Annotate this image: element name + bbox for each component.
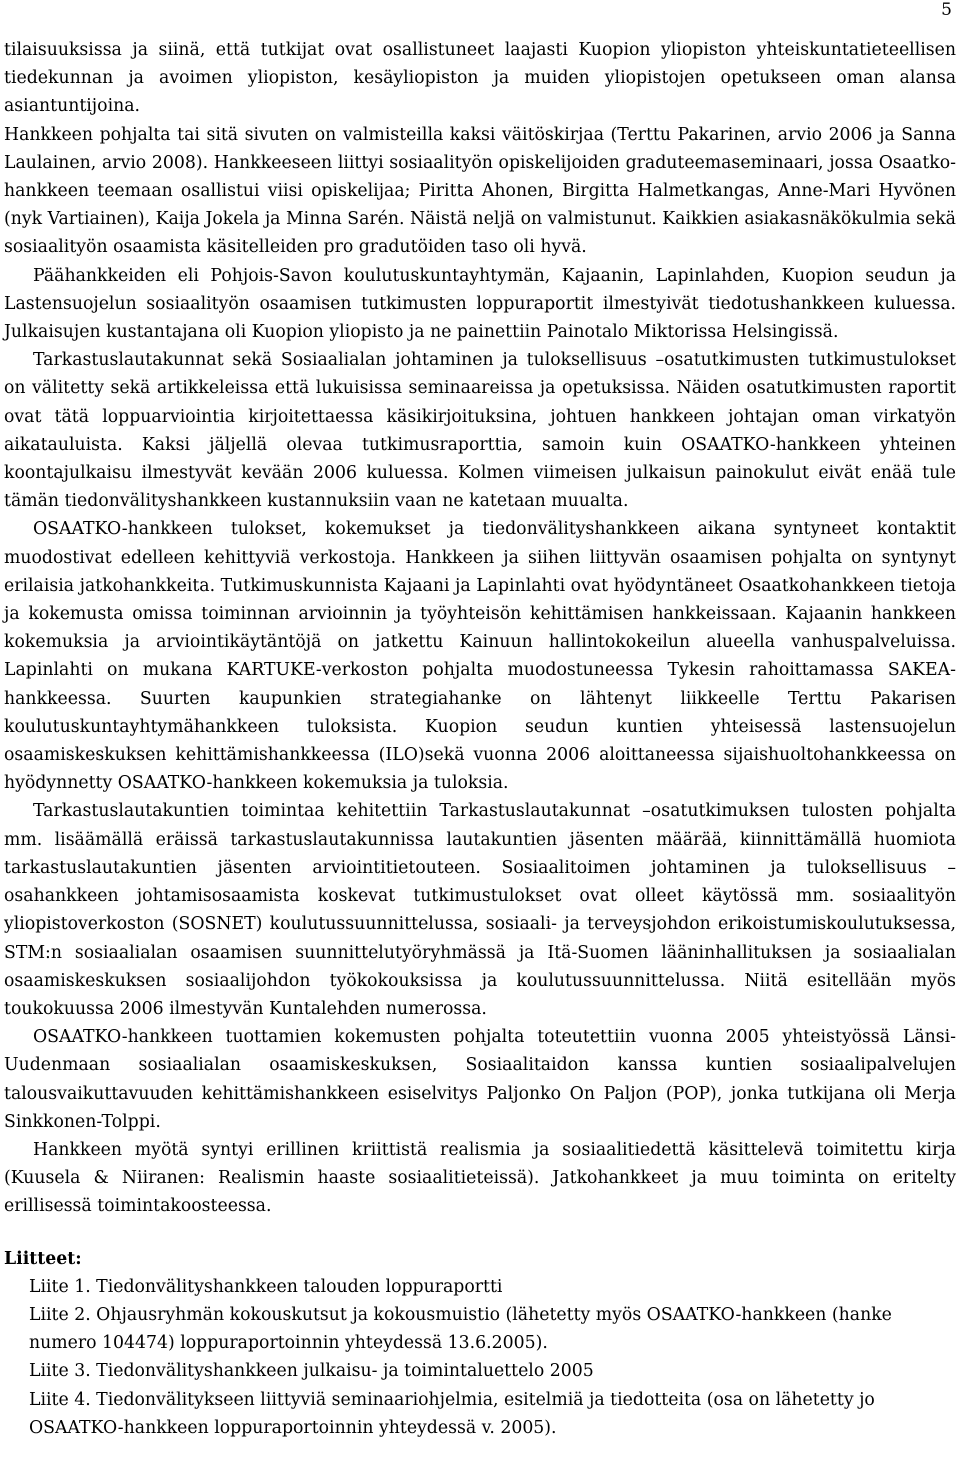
paragraph-4: Tarkastuslautakunnat sekä Sosiaalialan johtaminen ja tuloksellisuus –osatutkimusten tutkimustulokset on välitetty sekä artikkeleissa että lukuisissa seminaareissa ja opetuksissa. Näiden osatutkimusten raportit ovat tätä loppuarviointia kirjoitettaessa käsikirjoituksina, johtuen hankkeen johtajan oman virkatyön aikatauluista. Kaksi jäljellä olevaa tutkimusraporttia, samoin kuin OSAATKO-hankkeen yhteinen koontajulkaisu ilmestyvät kevään 2006 kuluessa. Kolmen viimeisen julkaisun painokulut eivät enää tule tämän tiedonvälityshankkeen kustannuksiin vaan ne katetaan muualta. [4, 350, 956, 512]
page-number: 5 [941, 0, 952, 20]
paragraph-1: tilaisuuksissa ja siinä, että tutkijat ovat osallistuneet laajasti Kuopion yliopiston yhteiskuntatieteellisen tiedekunnan ja avoimen yliopiston, kesäyliopiston ja muiden yliopistojen opetukseen oman alansa asiantuntijoina. [4, 40, 956, 117]
appendix-item: Liite 4. Tiedonvälitykseen liittyviä seminaariohjelmia, esitelmiä ja tiedotteita (osa on lähetetty jo OSAATKO-hankkeen loppuraportoinnin yhteydessä v. 2005). [29, 1389, 875, 1438]
appendix-item: Liite 1. Tiedonvälityshankkeen talouden loppuraportti [29, 1276, 503, 1297]
appendix-list [4, 1273, 956, 1442]
paragraph-7: OSAATKO-hankkeen tuottamien kokemusten pohjalta toteutettiin vuonna 2005 yhteistyössä Länsi-Uudenmaan sosiaalialan osaamiskeskuksen, Sosiaalitaidon kanssa kuntien sosiaalipalvelujen talousvaikuttavuuden kehittämishankkeen esiselvitys Paljonko On Paljon (POP), jonka tutkijana oli Merja Sinkkonen-Tolppi. [4, 1027, 956, 1132]
document-body [4, 36, 956, 1442]
paragraph-2: Hankkeen pohjalta tai sitä sivuten on valmisteilla kaksi väitöskirjaa (Terttu Pakarinen, arvio 2006 ja Sanna Laulainen, arvio 2008). Hankkeeseen liittyi sosiaalityön opiskelijoiden graduteemaseminaari, jossa Osaatko-hankkeen teemaan osallistui viisi opiskelijaa; Piritta Ahonen, Birgitta Halmetkangas, Anne-Mari Hyvönen (nyk Vartiainen), Kaija Jokela ja Minna Sarén. Näistä neljä on valmistunut. Kaikkien asiakasnäkökulmia sekä sosiaalityön osaamista käsitelleiden pro gradutöiden taso oli hyvä. [4, 124, 956, 258]
paragraph-3: Päähankkeiden eli Pohjois-Savon koulutuskuntayhtymän, Kajaanin, Lapinlahden, Kuopion seudun ja Lastensuojelun sosiaalityön osaamisen tutkimusten loppuraportit ilmestyivät tiedotushankkeen kuluessa. Julkaisujen kustantajana oli Kuopion yliopisto ja ne painettiin Painotalo Miktorissa Helsingissä. [4, 265, 956, 343]
paragraph-8: Hankkeen myötä syntyi erillinen kriittistä realismia ja sosiaalitiedettä käsittelevä toimitettu kirja (Kuusela & Niiranen: Realismin haaste sosiaalitieteissä). Jatkohankkeet ja muu toiminta on eritelty erillisessä toimintakoosteessa. [4, 1139, 956, 1217]
paragraph-5: OSAATKO-hankkeen tulokset, kokemukset ja tiedonvälityshankkeen aikana syntyneet kontaktit muodostivat edelleen kehittyviä verkostoja. Hankkeen ja siihen liittyvän osaamisen pohjalta on syntynyt erilaisia jatkohankkeita. Tutkimuskunnista Kajaani ja Lapinlahti ovat hyödyntäneet Osaatkohankkeen tietoja ja kokemusta omissa toiminnan arvioinnin ja työyhteisön kehittämisen hankkeissaan. Kajaanin hankkeen kokemuksia ja arviointikäytäntöjä on jatkettu Kainuun hallintokokeilun alueella vanhuspalveluissa. Lapinlahti on mukana KARTUKE-verkoston pohjalta muodostuneessa Tykesin rahoittamassa SAKEA-hankkeessa. Suurten kaupunkien strategiahanke on lähtenyt liikkeelle Terttu Pakarisen koulutuskuntayhtymähankkeen tuloksista. Kuopion seudun kuntien yhteisessä lastensuojelun osaamiskeskuksen kehittämishankkeessa (ILO)sekä vuonna 2006 aloittaneessa sijaishuoltohankkeessa on hyödynnetty OSAATKO-hankkeen kokemuksia ja tuloksia. [4, 519, 956, 794]
paragraph-6: Tarkastuslautakuntien toimintaa kehitettiin Tarkastuslautakunnat –osatutkimuksen tulosten pohjalta mm. lisäämällä eräissä tarkastuslautakunnissa lautakuntien jäsenten määrää, kiinnittämällä huomiota tarkastuslautakuntien jäsenten arviointitietouteen. Sosiaalitoimen johtaminen ja tuloksellisuus –osahankkeen johtamisosaamista koskevat tutkimustulokset ovat olleet käytössä mm. sosiaalityön yliopistoverkoston (SOSNET) koulutussuunnittelussa, sosiaali- ja terveysjohdon erikoistumiskoulutuksessa, STM:n sosiaalialan osaamisen suunnittelutyöryhmässä ja Itä-Suomen lääninhallituksen ja sosiaalialan osaamiskeskuksen sosiaalijohdon työkokouksissa ja koulutussuunnittelussa. Niitä esitellään myös toukokuussa 2006 ilmestyvän Kuntalehden numerossa. [4, 801, 956, 1019]
appendix-item: Liite 2. Ohjausryhmän kokouskutsut ja kokousmuistio (lähetetty myös OSAATKO-hankkeen (hanke numero 104474) loppuraportoinnin yhteydessä 13.6.2005). [29, 1304, 892, 1354]
appendix-item: Liite 3. Tiedonvälityshankkeen julkaisu- ja toimintaluettelo 2005 [29, 1361, 594, 1382]
appendix-heading: Liitteet: [4, 1248, 82, 1269]
